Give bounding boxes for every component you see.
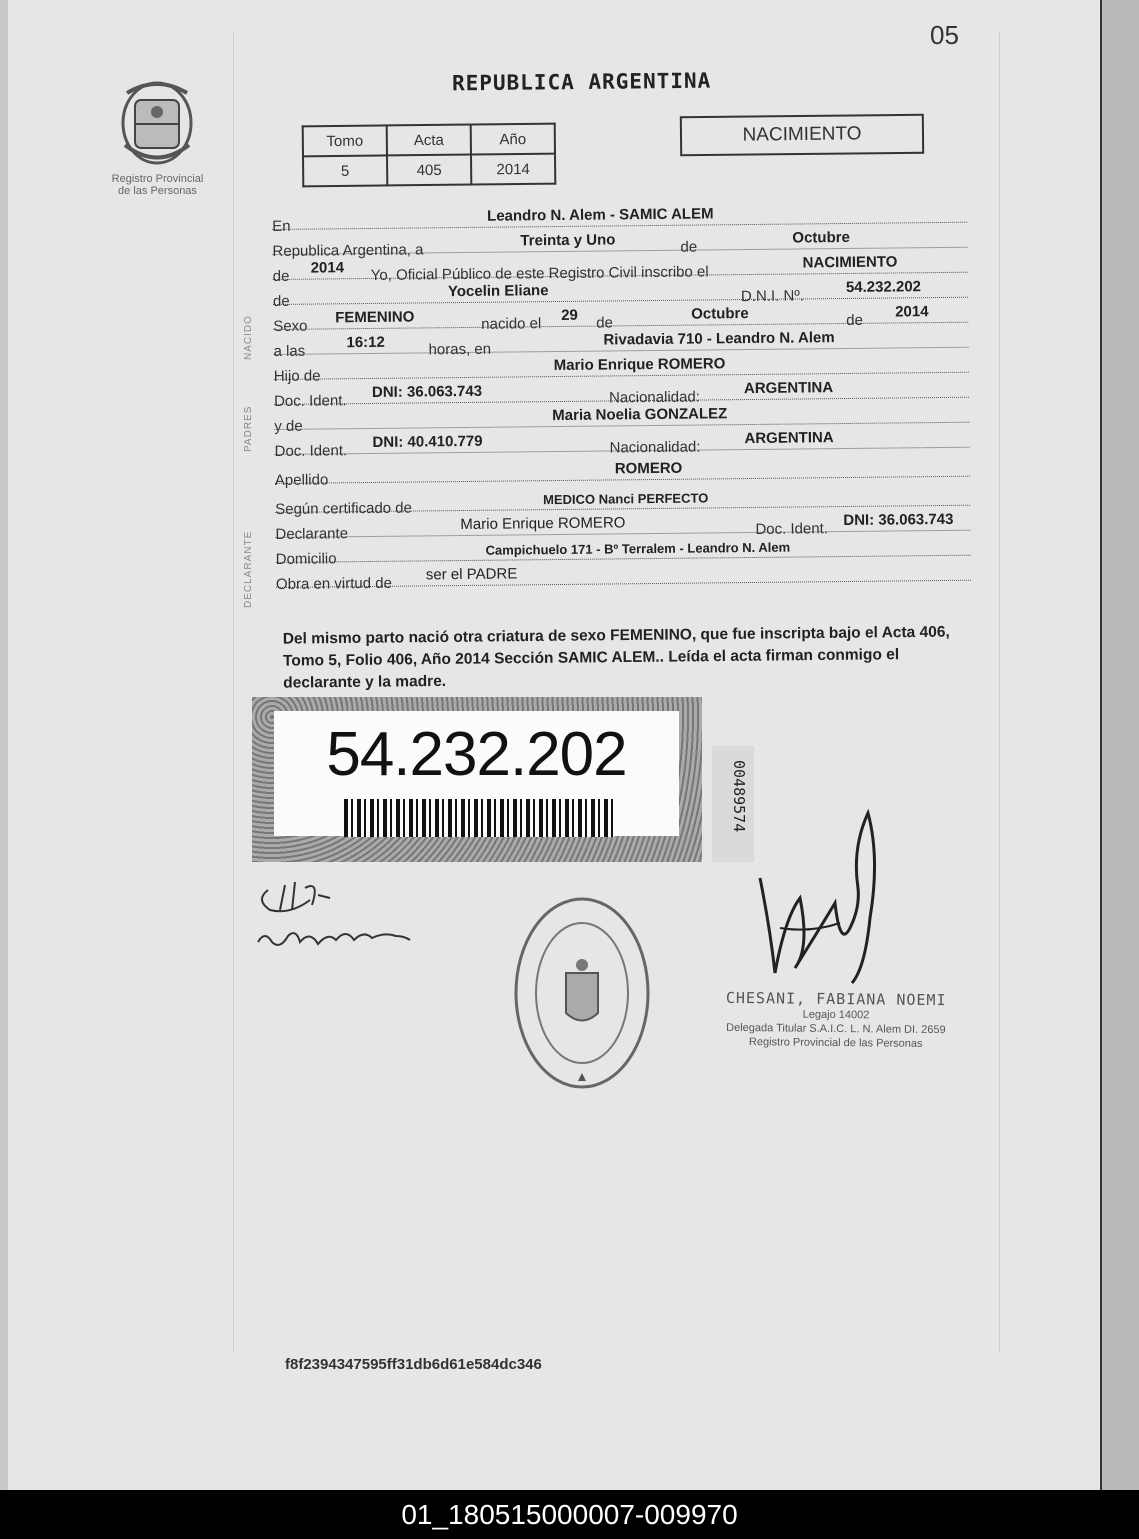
certificado-value: MEDICO Nanci PERFECTO (543, 490, 709, 508)
dni-sticker (252, 697, 702, 862)
mes-value: Octubre (792, 228, 850, 247)
padre-value: Mario Enrique ROMERO (553, 355, 726, 375)
official-name: CHESANI, FABIANA NOEMI (725, 988, 947, 1010)
official-registro: Registro Provincial de las Personas (748, 1036, 923, 1050)
domicilio-label: Domicilio (275, 550, 337, 568)
de5-label: de (846, 311, 864, 329)
tipo-value: NACIMIENTO (802, 253, 898, 272)
value-anio: 2014 (471, 154, 555, 185)
nacionalidad-label-padre: Nacionalidad: (608, 388, 701, 407)
serial-number: 00489574 (730, 760, 748, 833)
value-tomo: 5 (303, 155, 387, 186)
republica-label: Republica Argentina, a (272, 241, 424, 260)
horas-label: horas, en (428, 340, 492, 359)
madre-nacionalidad: ARGENTINA (744, 429, 834, 448)
header-anio: Año (471, 124, 555, 155)
document-hash: f8f2394347595ff31db6d61e584dc346 (285, 1356, 542, 1373)
domicilio-value: Campichuelo 171 - Bº Terralem - Leandro N. Alem (485, 539, 791, 558)
hijo-label: Hijo de (273, 367, 321, 385)
birth-record-form (272, 198, 971, 593)
nac-anio: 2014 (895, 303, 929, 321)
obra-value: ser el PADRE (425, 565, 518, 584)
side-label-padres: PADRES (243, 405, 254, 452)
twin-birth-note: Del mismo parto nació otra criatura de sexo FEMENINO, que fue inscripta bajo el Acta 406, Tomo 5, Folio 406, Año 2014 Sección SAMIC ALEM.. Leída el acta firman conmigo el declarante y la madre. (282, 623, 950, 692)
declarant-signature-icon (250, 870, 430, 960)
certificado-label: Según certificado de (275, 499, 413, 518)
en-value: Leandro N. Alem - SAMIC ALEM (487, 205, 714, 225)
side-label-nacido: NACIDO (243, 315, 254, 360)
padre-doc: DNI: 36.063.743 (371, 382, 483, 401)
barcode-icon (344, 799, 614, 837)
nacido-label: nacido el (481, 315, 542, 333)
declarante-label: Declarante (275, 525, 349, 543)
side-label-declarante: DECLARANTE (243, 530, 254, 608)
de2-label: de (272, 267, 290, 285)
official-stamp (696, 989, 977, 1052)
sexo-value: FEMENINO (335, 308, 415, 327)
registry-table (302, 123, 557, 188)
nac-mes: Octubre (691, 305, 749, 323)
doc-label-madre: Doc. Ident. (274, 442, 348, 460)
apellido-label: Apellido (274, 471, 329, 489)
official-legajo: Legajo 14002 (802, 1008, 870, 1022)
alas-label: a las (273, 342, 306, 360)
official-cargo: Delegada Titular S.A.I.C. L. N. Alem DI. 2659 (726, 1021, 946, 1037)
dni-sticker-number: 54.232.202 (326, 720, 627, 789)
dni-value: 54.232.202 (845, 278, 922, 296)
inscribo-label: Yo, Oficial Público de este Registro Civil inscribo el (370, 263, 709, 284)
declarante-doc: DNI: 36.063.743 (843, 510, 954, 530)
madre-doc: DNI: 40.410.779 (372, 432, 483, 451)
dia-value: Treinta y Uno (520, 231, 616, 250)
hora-value: 16:12 (346, 333, 385, 352)
obra-label: Obra en virtud de (275, 574, 392, 593)
provincial-emblem-icon (115, 75, 200, 170)
padre-nacionalidad: ARGENTINA (743, 379, 834, 398)
lugar-value: Rivadavia 710 - Leandro N. Alem (603, 329, 835, 349)
official-seal-icon (510, 893, 655, 1093)
apellido-value: ROMERO (614, 459, 683, 478)
header-tomo: Tomo (303, 125, 387, 156)
scan-edge (1100, 0, 1139, 1490)
nacionalidad-label-madre: Nacionalidad: (609, 438, 701, 457)
header-acta: Acta (387, 125, 471, 156)
declarante-value: Mario Enrique ROMERO (460, 514, 626, 534)
nombre-value: Yocelin Eliane (447, 282, 549, 301)
value-acta: 405 (387, 155, 471, 186)
doc-label-padre: Doc. Ident. (273, 392, 347, 410)
page-number: 05 (930, 20, 959, 50)
de-label: de (680, 238, 698, 256)
de3-label: de (272, 292, 290, 310)
act-type-box: NACIMIENTO (680, 114, 924, 157)
doc-label-declarante: Doc. Ident. (755, 520, 829, 538)
en-label: En (272, 217, 291, 235)
nac-dia: 29 (561, 306, 578, 324)
de4-label: de (596, 314, 614, 332)
official-signature-icon (740, 808, 900, 998)
document-title: REPUBLICA ARGENTINA (451, 68, 712, 96)
dni-label: D.N.I. Nº. (740, 287, 805, 306)
madre-value: Maria Noelia GONZALEZ (552, 405, 728, 425)
yde-label: y de (274, 417, 303, 435)
scan-id-footer: 01_180515000007-009970 (0, 1490, 1139, 1539)
sexo-label: Sexo (273, 317, 308, 335)
anio-value: 2014 (310, 259, 345, 277)
emblem-caption: Registro Provincial de las Personas (111, 173, 204, 197)
